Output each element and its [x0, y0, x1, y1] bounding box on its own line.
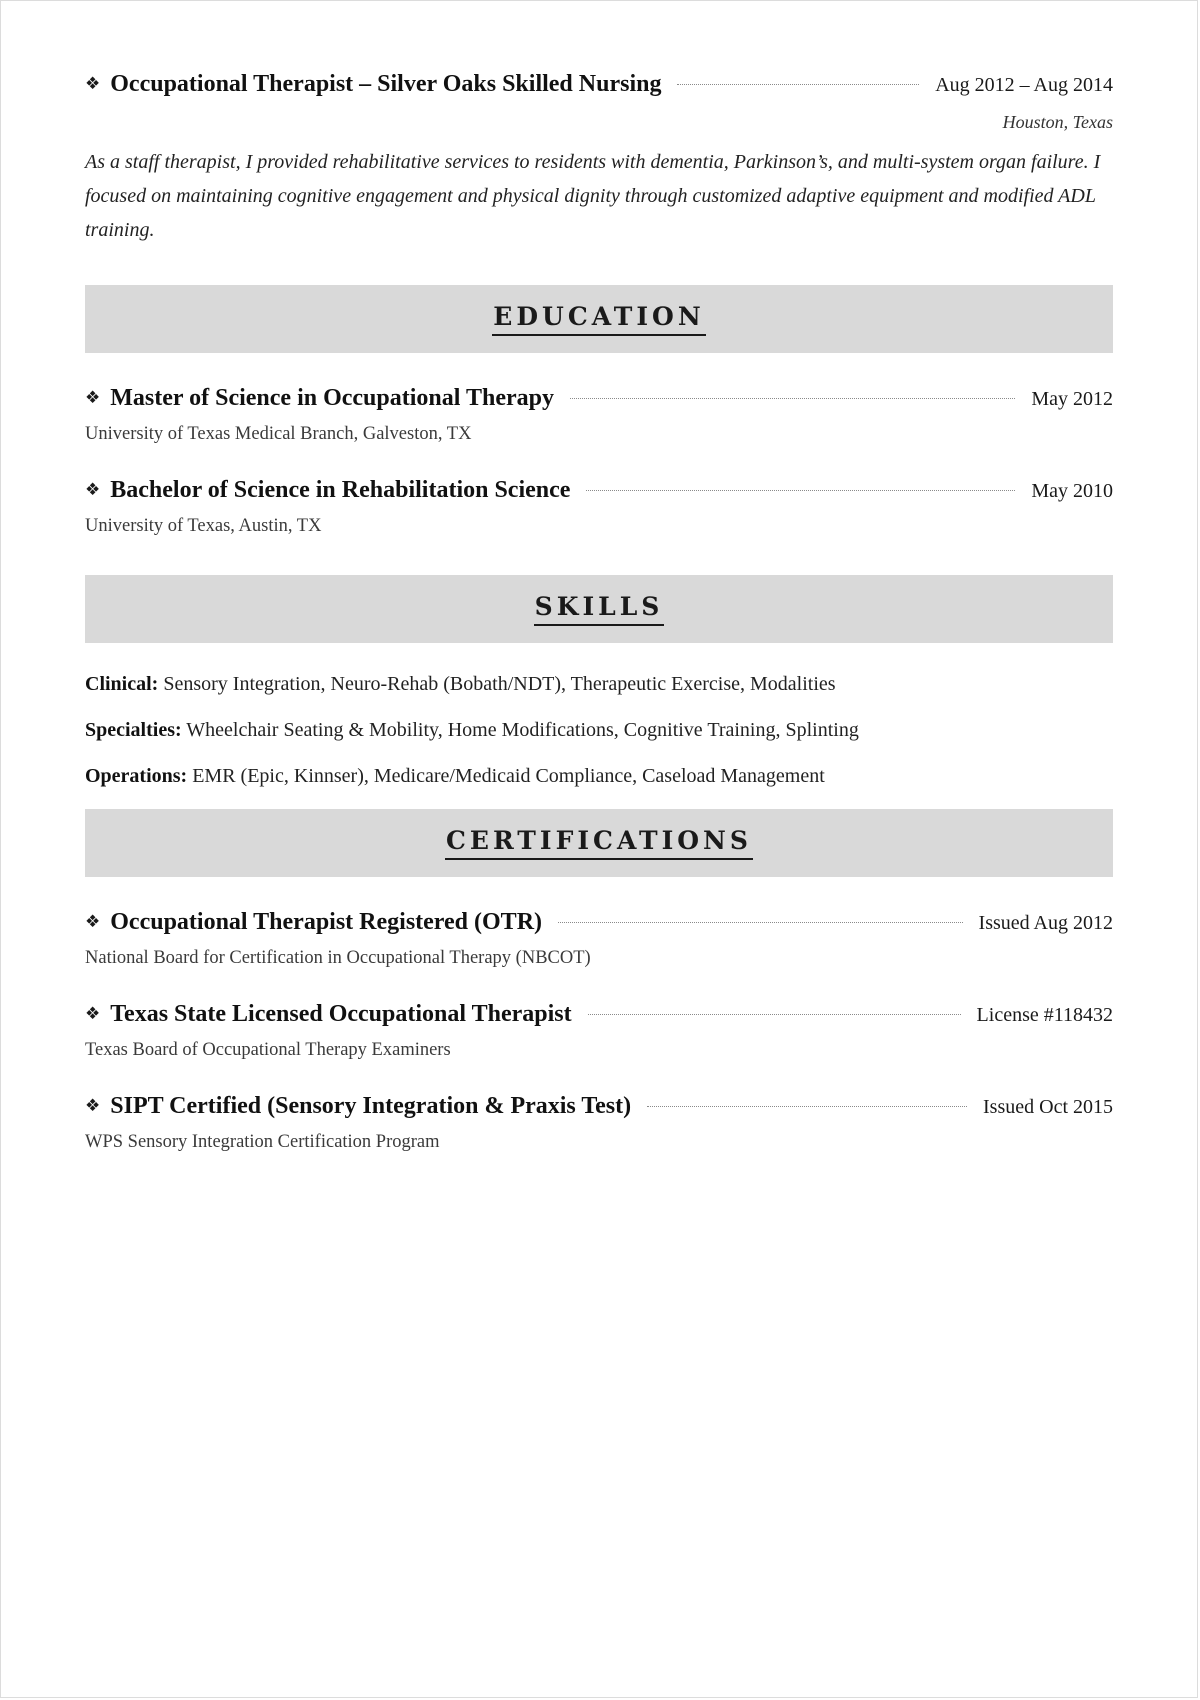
skill-value: EMR (Epic, Kinnser), Medicare/Medicaid Compliance, Caseload Management: [192, 765, 825, 787]
school-name: University of Texas, Austin, TX: [85, 516, 322, 536]
dotted-leader: [647, 1106, 967, 1107]
certification-date: License #118432: [976, 1004, 1113, 1026]
skills-list: [85, 671, 1113, 789]
skill-label: Specialties:: [85, 719, 182, 741]
diamond-bullet-icon: ❖: [85, 480, 101, 499]
degree-date: May 2010: [1031, 480, 1113, 502]
certifications-heading: CERTIFICATIONS: [445, 826, 753, 860]
skills-section-header: [85, 575, 1113, 643]
experience-location: Houston, Texas: [1002, 112, 1113, 132]
resume-content: [85, 71, 1113, 1153]
certification-title: SIPT Certified (Sensory Integration & Praxis Test): [110, 1093, 632, 1119]
certification-entry: [85, 1001, 1113, 1061]
dotted-leader: [558, 922, 963, 923]
education-entry: [85, 477, 1113, 537]
certification-entry-header: [85, 909, 1113, 936]
diamond-bullet-icon: ❖: [85, 74, 101, 93]
certification-entry: [85, 1093, 1113, 1153]
certification-entry: [85, 909, 1113, 969]
certification-entry-header: [85, 1093, 1113, 1120]
certification-issuer: Texas Board of Occupational Therapy Examiners: [85, 1040, 451, 1060]
certification-issuer: National Board for Certification in Occupational Therapy (NBCOT): [85, 948, 591, 968]
certification-title: Texas State Licensed Occupational Therapist: [110, 1001, 572, 1027]
certification-date: Issued Aug 2012: [978, 912, 1113, 934]
skill-value: Wheelchair Seating & Mobility, Home Modifications, Cognitive Training, Splinting: [186, 719, 859, 741]
skill-label: Clinical:: [85, 673, 159, 695]
certifications-section-header: [85, 809, 1113, 877]
dotted-leader: [588, 1014, 961, 1015]
certification-issuer: WPS Sensory Integration Certification Program: [85, 1132, 440, 1152]
diamond-bullet-icon: ❖: [85, 388, 101, 407]
diamond-bullet-icon: ❖: [85, 912, 101, 931]
dotted-leader: [677, 84, 919, 85]
degree-date: May 2012: [1031, 388, 1113, 410]
skills-heading: SKILLS: [534, 592, 665, 626]
experience-description: As a staff therapist, I provided rehabilitative services to residents with dementia, Parkinson’s, and multi-system organ failure. I focused on maintaining cognitive engagement and physical dignity through customized adaptive equipment and modified ADL training.: [85, 151, 1101, 241]
skill-label: Operations:: [85, 765, 188, 787]
diamond-bullet-icon: ❖: [85, 1096, 101, 1115]
experience-title: Occupational Therapist – Silver Oaks Skilled Nursing: [110, 71, 662, 97]
skill-value: Sensory Integration, Neuro-Rehab (Bobath/NDT), Therapeutic Exercise, Modalities: [163, 673, 836, 695]
experience-entry-header: [85, 71, 1113, 98]
skill-line-clinical: [85, 671, 1113, 697]
skill-line-operations: [85, 763, 1113, 789]
education-section-header: [85, 285, 1113, 353]
dotted-leader: [586, 490, 1015, 491]
degree-title: Bachelor of Science in Rehabilitation Science: [110, 477, 571, 503]
degree-title: Master of Science in Occupational Therapy: [110, 385, 555, 411]
skill-line-specialties: [85, 717, 1113, 743]
certification-entry-header: [85, 1001, 1113, 1028]
certification-date: Issued Oct 2015: [983, 1096, 1113, 1118]
experience-entry: [85, 71, 1113, 247]
certification-title: Occupational Therapist Registered (OTR): [110, 909, 543, 935]
diamond-bullet-icon: ❖: [85, 1004, 101, 1023]
education-heading: EDUCATION: [492, 302, 705, 336]
experience-date: Aug 2012 – Aug 2014: [935, 74, 1113, 96]
education-entry-header: [85, 385, 1113, 412]
school-name: University of Texas Medical Branch, Galveston, TX: [85, 424, 472, 444]
dotted-leader: [570, 398, 1015, 399]
education-entry: [85, 385, 1113, 445]
education-entry-header: [85, 477, 1113, 504]
